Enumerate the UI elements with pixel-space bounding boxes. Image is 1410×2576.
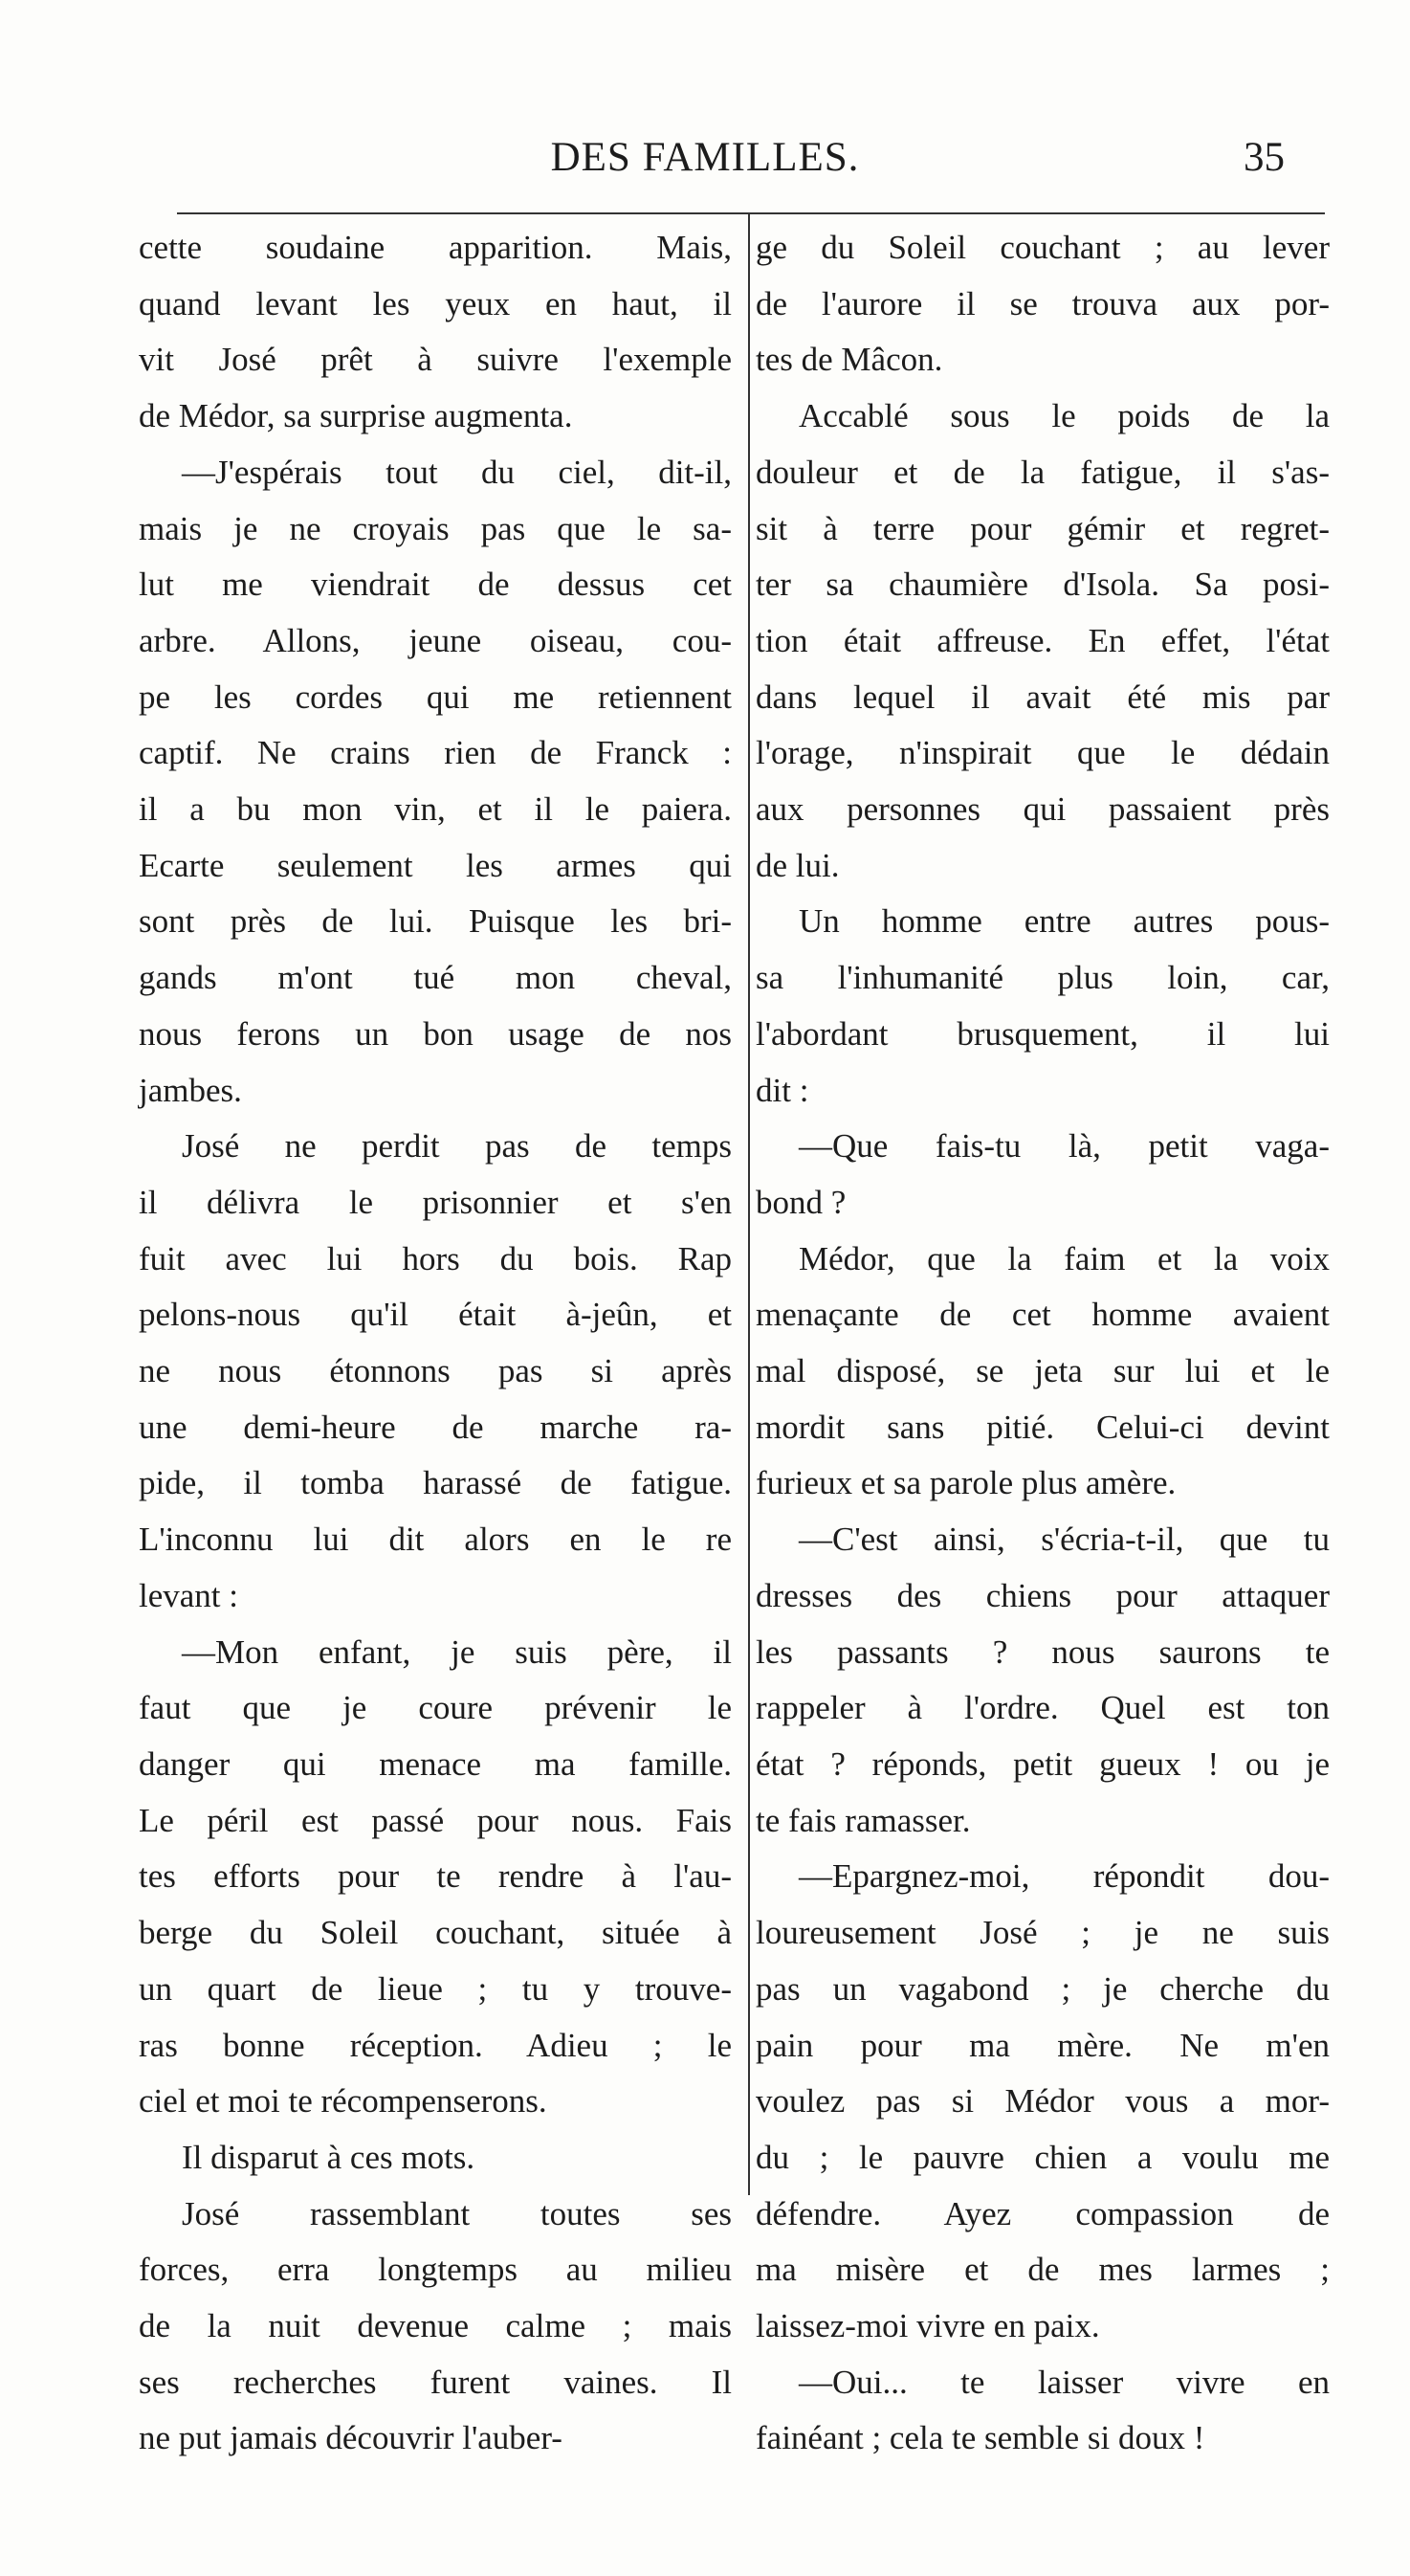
left-column-line: tes efforts pour te rendre à l'au- — [139, 1857, 732, 1896]
right-column-line: menaçante de cet homme avaient — [756, 1296, 1330, 1334]
right-column-line: pain pour ma mère. Ne m'en — [756, 2026, 1330, 2064]
left-column-line: captif. Ne crains rien de Franck : — [139, 734, 732, 772]
right-column-line: dresses des chiens pour attaquer — [756, 1576, 1330, 1614]
left-column-line: il délivra le prisonnier et s'en — [139, 1183, 732, 1221]
right-column-line: de lui. — [756, 846, 840, 884]
left-column-line: Le péril est passé pour nous. Fais — [139, 1801, 732, 1839]
left-column-line: quand levant les yeux en haut, il — [139, 284, 732, 322]
right-column-line: loureusement José ; je ne suis — [756, 1914, 1330, 1952]
left-column-line: José rassemblant toutes ses — [182, 2194, 732, 2232]
left-column-line: forces, erra longtemps au milieu — [139, 2251, 732, 2289]
right-column-line: furieux et sa parole plus amère. — [756, 1464, 1177, 1502]
right-column-line: voulez pas si Médor vous a mor- — [756, 2082, 1330, 2121]
left-column-line: ciel et moi te récompenserons. — [139, 2082, 547, 2121]
left-column-line: L'inconnu lui dit alors en le re — [139, 1521, 732, 1559]
left-column-line: pe les cordes qui me retiennent — [139, 677, 732, 716]
right-column-line: —Epargnez-moi, répondit dou- — [799, 1857, 1330, 1896]
left-column-line: vit José prêt à suivre l'exemple — [139, 341, 732, 379]
right-column-line: ma misère et de mes larmes ; — [756, 2251, 1330, 2289]
left-column-line: ses recherches furent vaines. Il — [139, 2363, 732, 2401]
right-column-line: mal disposé, se jeta sur lui et le — [756, 1352, 1330, 1390]
right-column-line: Un homme entre autres pous- — [799, 902, 1330, 941]
right-column-line: bond ? — [756, 1183, 847, 1221]
left-column-line: levant : — [139, 1576, 238, 1614]
left-column-line: jambes. — [139, 1071, 242, 1109]
left-column-line: berge du Soleil couchant, située à — [139, 1914, 732, 1952]
right-column-line: l'abordant brusquement, il lui — [756, 1014, 1330, 1053]
right-column-line: aux personnes qui passaient près — [756, 790, 1330, 829]
left-column-line: il a bu mon vin, et il le paiera. — [139, 790, 732, 829]
left-column-line: une demi-heure de marche ra- — [139, 1408, 732, 1446]
right-column-line: du ; le pauvre chien a voulu me — [756, 2138, 1330, 2176]
left-column-line: —Mon enfant, je suis père, il — [182, 1632, 732, 1671]
right-column-line: sa l'inhumanité plus loin, car, — [756, 959, 1330, 997]
left-column-line: un quart de lieue ; tu y trouve- — [139, 1969, 732, 2008]
left-column-line: Ecarte seulement les armes qui — [139, 846, 732, 884]
left-column-line: ne put jamais découvrir l'auber- — [139, 2419, 562, 2457]
left-column-line: pelons-nous qu'il était à-jeûn, et — [139, 1296, 732, 1334]
left-column-line: de Médor, sa surprise augmenta. — [139, 397, 573, 435]
running-title: DES FAMILLES. — [550, 135, 860, 180]
left-column-line: ras bonne réception. Adieu ; le — [139, 2026, 732, 2064]
column-divider — [748, 214, 750, 2195]
left-column-line: sont près de lui. Puisque les bri- — [139, 902, 732, 941]
page-header — [0, 134, 1410, 191]
page-number: 35 — [1244, 135, 1285, 180]
right-column-line: de l'aurore il se trouva aux por- — [756, 284, 1330, 322]
right-column-line: fainéant ; cela te semble si doux ! — [756, 2419, 1205, 2457]
left-column-line: de la nuit devenue calme ; mais — [139, 2307, 732, 2345]
right-column-line: l'orage, n'inspirait que le dédain — [756, 734, 1330, 772]
right-column-line: tes de Mâcon. — [756, 341, 943, 379]
left-column-line: cette soudaine apparition. Mais, — [139, 229, 732, 266]
right-column-line: état ? réponds, petit gueux ! ou je — [756, 1744, 1330, 1783]
left-column-line: —J'espérais tout du ciel, dit-il, — [182, 453, 732, 491]
right-column-line: ter sa chaumière d'Isola. Sa posi- — [756, 566, 1330, 604]
right-column-line: —Que fais-tu là, petit vaga- — [799, 1127, 1330, 1166]
right-column-line: douleur et de la fatigue, il s'as- — [756, 453, 1330, 491]
right-column-line: —Oui... te laisser vivre en — [799, 2363, 1330, 2401]
left-column-line: danger qui menace ma famille. — [139, 1744, 732, 1783]
right-column-line: dans lequel il avait été mis par — [756, 677, 1330, 716]
right-column — [756, 220, 1330, 2467]
left-column-line: gands m'ont tué mon cheval, — [139, 959, 732, 997]
right-column-line: mordit sans pitié. Celui-ci devint — [756, 1408, 1330, 1446]
left-column-line: arbre. Allons, jeune oiseau, cou- — [139, 621, 732, 659]
left-column-line: faut que je coure prévenir le — [139, 1689, 732, 1727]
right-column-line: Accablé sous le poids de la — [799, 397, 1330, 435]
right-column-line: ge du Soleil couchant ; au lever — [756, 229, 1330, 266]
left-column-line: José ne perdit pas de temps — [182, 1127, 732, 1166]
right-column-line: rappeler à l'ordre. Quel est ton — [756, 1689, 1330, 1727]
right-column-line: laissez-moi vivre en paix. — [756, 2307, 1100, 2345]
left-column-line: Il disparut à ces mots. — [182, 2138, 475, 2176]
right-column-line: pas un vagabond ; je cherche du — [756, 1969, 1330, 2008]
right-column-line: te fais ramasser. — [756, 1801, 971, 1839]
left-column — [139, 220, 732, 2467]
left-column-line: mais je ne croyais pas que le sa- — [139, 509, 732, 547]
right-column-line: tion était affreuse. En effet, l'état — [756, 621, 1330, 659]
left-column-line: fuit avec lui hors du bois. Rap — [139, 1239, 732, 1277]
left-column-line: lut me viendrait de dessus cet — [139, 566, 732, 604]
right-column-line: Médor, que la faim et la voix — [799, 1239, 1330, 1277]
left-column-line: nous ferons un bon usage de nos — [139, 1014, 732, 1053]
right-column-line: dit : — [756, 1071, 809, 1109]
header-rule — [177, 212, 1325, 214]
right-column-line: —C'est ainsi, s'écria-t-il, que tu — [799, 1521, 1330, 1559]
right-column-line: les passants ? nous saurons te — [756, 1632, 1330, 1671]
left-column-line: ne nous étonnons pas si après — [139, 1352, 732, 1390]
right-column-line: défendre. Ayez compassion de — [756, 2194, 1330, 2232]
left-column-line: pide, il tomba harassé de fatigue. — [139, 1464, 732, 1502]
right-column-line: sit à terre pour gémir et regret- — [756, 509, 1330, 547]
